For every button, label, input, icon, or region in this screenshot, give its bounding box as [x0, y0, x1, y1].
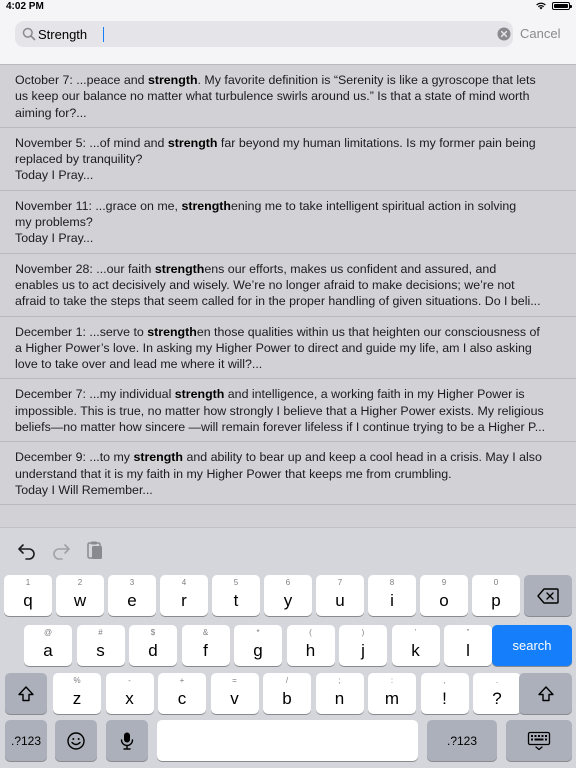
result-line: [15, 293, 564, 309]
key-label: a: [43, 641, 53, 660]
key-label: e: [127, 591, 137, 610]
key-v[interactable]: [211, 673, 259, 714]
key-hint: &: [202, 628, 209, 637]
result-text: far beyond my human limitations. Is my former pain being: [217, 135, 536, 150]
key-label: z: [72, 689, 82, 708]
numbers-key-left[interactable]: [5, 720, 47, 761]
key-hint: ;: [338, 676, 341, 685]
key-label: r: [181, 591, 187, 610]
key-question[interactable]: [473, 673, 521, 714]
key-hint: :: [390, 676, 394, 685]
results-list: [0, 64, 576, 527]
key-p[interactable]: [472, 575, 520, 616]
result-line: [15, 214, 564, 230]
key-label: j: [361, 641, 365, 660]
key-label: y: [283, 591, 293, 610]
result-text: . My favorite definition is “Serenity is like a gyroscope that lets: [197, 73, 536, 87]
result-text: November 11: ...grace on me,: [15, 198, 182, 213]
key-hint: 2: [77, 578, 83, 587]
key-i[interactable]: [368, 575, 416, 616]
result-line: [15, 466, 564, 482]
delete-key[interactable]: [524, 575, 572, 616]
result-line: [15, 167, 564, 183]
result-line: [15, 340, 564, 356]
key-label: c: [177, 689, 187, 708]
key-hint: 8: [389, 578, 395, 587]
key-hint: 7: [337, 578, 343, 587]
result-line: [15, 324, 564, 340]
list-item[interactable]: [0, 65, 576, 128]
highlighted-term: strength: [174, 387, 225, 402]
key-hint: 0: [493, 578, 499, 587]
result-text: us keep our balance no matter what turbulence swirls around us.” Is that a state of mind worth: [15, 89, 530, 104]
key-hint: 4: [181, 578, 187, 587]
key-f[interactable]: [182, 625, 230, 666]
shift-key-right[interactable]: [519, 673, 572, 714]
clear-icon[interactable]: [497, 27, 511, 41]
key-y[interactable]: [264, 575, 312, 616]
undo-icon[interactable]: [16, 539, 38, 561]
result-text: October 7: ...peace and: [15, 73, 148, 87]
key-label: u: [335, 591, 345, 610]
result-text: Today I Will Remember...: [15, 482, 153, 497]
keyboard: [0, 527, 576, 768]
key-label: v: [230, 689, 239, 708]
key-hint: ”: [466, 628, 470, 637]
result-line: [15, 72, 564, 88]
result-text: ens our efforts, makes us confident and assured, and: [204, 261, 497, 276]
key-hint: =: [232, 676, 237, 685]
result-text: December 7: ...my individual: [15, 387, 175, 402]
key-label: t: [233, 591, 239, 610]
result-line: [15, 277, 564, 293]
wifi-icon: [535, 1, 547, 10]
result-line: [15, 449, 564, 465]
key-hint: %: [73, 676, 81, 685]
search-input[interactable]: [38, 24, 478, 44]
key-hint: $: [150, 628, 156, 637]
key-label: .?123: [10, 733, 42, 748]
search-key[interactable]: [492, 625, 572, 666]
highlighted-term: strength: [133, 450, 184, 465]
key-m[interactable]: [368, 673, 416, 714]
result-text: December 9: ...to my: [15, 450, 134, 465]
key-label: g: [253, 641, 263, 660]
search-field[interactable]: [15, 21, 513, 47]
highlighted-term: strength: [147, 324, 197, 339]
result-text: a Higher Power’s love. In asking my Higher Power to direct and guide my life, am I also asking: [15, 340, 532, 355]
list-item[interactable]: [0, 442, 576, 505]
result-line: [15, 261, 564, 277]
key-label: search: [512, 638, 552, 653]
key-e[interactable]: [108, 575, 156, 616]
result-text: enables us to act decisively and wisely. We’re no longer afraid to make decisions; we’re not: [15, 277, 515, 292]
key-z[interactable]: [53, 673, 101, 714]
keyboard-toolbar: [0, 528, 576, 572]
highlighted-term: strength: [147, 73, 198, 87]
key-l[interactable]: [444, 625, 492, 666]
key-hint: +: [179, 676, 185, 685]
result-line: [15, 403, 564, 419]
key-hint: 6: [285, 578, 291, 587]
highlighted-term: strength: [154, 261, 205, 276]
result-text: aiming for?...: [15, 105, 87, 120]
key-label: q: [23, 591, 33, 610]
result-text: Today I Pray...: [15, 168, 94, 183]
dismiss-keyboard-key[interactable]: [506, 720, 572, 761]
result-text: en those qualities within us that heighten our consciousness of: [196, 324, 540, 339]
key-hint: (: [309, 628, 312, 637]
key-label: l: [466, 641, 470, 660]
key-hint: *: [256, 628, 260, 637]
key-label: .?123: [446, 733, 478, 748]
key-b[interactable]: [263, 673, 311, 714]
key-hint: ): [361, 628, 365, 637]
key-h[interactable]: [287, 625, 335, 666]
key-hint: -: [128, 676, 131, 685]
key-g[interactable]: [234, 625, 282, 666]
key-o[interactable]: [420, 575, 468, 616]
shift-icon: [537, 685, 555, 703]
result-text: December 1: ...serve to: [15, 324, 148, 339]
key-label: x: [125, 689, 134, 708]
result-text: love to take over and lead me where it will?...: [15, 357, 263, 372]
emoji-key[interactable]: [55, 720, 97, 761]
key-label: s: [96, 641, 105, 660]
result-text: November 28: ...our faith: [15, 261, 155, 276]
result-text: replaced by tranquility?: [15, 152, 143, 167]
key-u[interactable]: [316, 575, 364, 616]
result-line: [15, 356, 564, 372]
key-label: m: [384, 689, 400, 708]
key-hint: 9: [441, 578, 447, 587]
status-time: 4:02 PM: [6, 1, 44, 12]
key-r[interactable]: [160, 575, 208, 616]
result-line: [15, 135, 564, 151]
key-hint: ,: [443, 676, 446, 685]
key-w[interactable]: [56, 575, 104, 616]
key-label: d: [148, 641, 158, 660]
emoji-icon: [66, 731, 86, 751]
dictation-key[interactable]: [106, 720, 148, 761]
key-s[interactable]: [77, 625, 125, 666]
key-hint: 5: [233, 578, 239, 587]
list-item[interactable]: [0, 254, 576, 317]
key-c[interactable]: [158, 673, 206, 714]
result-line: [15, 198, 564, 214]
text-cursor: [103, 27, 104, 42]
cancel-button[interactable]: Cancel: [520, 26, 561, 41]
list-item[interactable]: [0, 191, 576, 254]
key-label: w: [73, 591, 87, 610]
battery-icon: [552, 2, 570, 10]
highlighted-term: strength: [167, 135, 218, 150]
result-line: [15, 419, 564, 435]
key-exclamation[interactable]: [421, 673, 469, 714]
status-icons: [535, 1, 570, 10]
highlighted-term: strength: [181, 198, 232, 213]
key-d[interactable]: [129, 625, 177, 666]
paste-icon[interactable]: [84, 539, 106, 561]
key-a[interactable]: [24, 625, 72, 666]
result-line: [15, 105, 564, 121]
key-hint: @: [43, 628, 53, 637]
result-text: November 5: ...of mind and: [15, 135, 168, 150]
key-hint: #: [98, 628, 103, 637]
backspace-icon: [537, 588, 559, 604]
key-label: h: [305, 641, 316, 660]
key-n[interactable]: [316, 673, 364, 714]
result-text: afraid to take the steps that seem called for in the proper handling of given situations. Do I beli...: [15, 294, 541, 309]
key-label: i: [390, 591, 394, 610]
key-j[interactable]: [339, 625, 387, 666]
result-text: impossible. This is true, no matter how strongly I believe that a Higher Power exists. My religious: [15, 403, 544, 418]
result-text: Today I Pray...: [15, 231, 94, 246]
shift-icon: [17, 685, 35, 703]
key-hint: /: [285, 676, 289, 685]
key-hint: 1: [25, 578, 31, 587]
key-k[interactable]: [392, 625, 440, 666]
result-line: [15, 151, 564, 167]
redo-icon[interactable]: [50, 539, 72, 561]
shift-key-left[interactable]: [5, 673, 47, 714]
key-label: ?: [492, 689, 502, 708]
result-line: [15, 88, 564, 104]
result-text: and ability to bear up and keep a cool head in a crisis. May I also: [183, 450, 542, 465]
key-hint: 3: [129, 578, 135, 587]
microphone-icon: [119, 731, 135, 751]
result-line: [15, 482, 564, 498]
list-item[interactable]: [0, 128, 576, 191]
key-label: n: [334, 689, 345, 708]
key-x[interactable]: [106, 673, 154, 714]
search-header: [0, 14, 576, 64]
result-line: [15, 386, 564, 402]
key-label: o: [439, 591, 449, 610]
key-label: f: [203, 641, 208, 660]
key-label: p: [491, 591, 501, 610]
list-item[interactable]: [0, 379, 576, 442]
result-text: my problems?: [15, 215, 93, 230]
result-text: ening me to take intelligent spiritual action in solving: [231, 198, 517, 213]
status-bar: [0, 0, 576, 14]
result-text: understand that it is my faith in my Higher Power that keeps me from crumbling.: [15, 466, 452, 481]
search-icon: [21, 26, 37, 42]
key-hint: .: [495, 676, 499, 685]
key-t[interactable]: [212, 575, 260, 616]
result-text: and intelligence, a working faith in my Higher Power is: [224, 387, 525, 402]
key-label: k: [411, 641, 420, 660]
space-bar[interactable]: [157, 720, 418, 761]
key-q[interactable]: [4, 575, 52, 616]
result-line: [15, 230, 564, 246]
key-hint: ’: [414, 628, 417, 637]
key-label: !: [442, 689, 447, 708]
keyboard-dismiss-icon: [527, 731, 551, 751]
list-item[interactable]: [0, 317, 576, 380]
key-label: b: [282, 689, 292, 708]
numbers-key-right[interactable]: [427, 720, 497, 761]
result-text: beliefs—no matter how sincere —will remain forever lifeless if I continue trying to be a Higher P...: [15, 420, 546, 435]
